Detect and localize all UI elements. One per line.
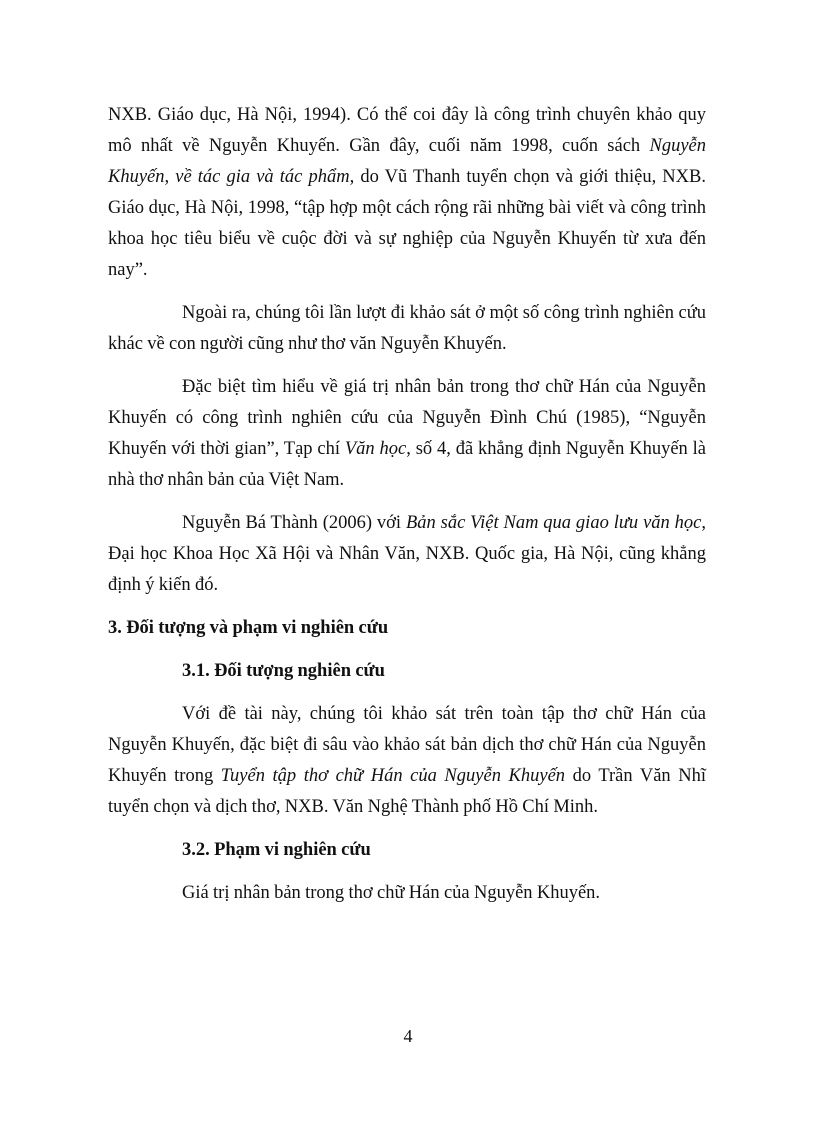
- paragraph-text: Đặc biệt tìm hiểu về giá trị nhân bản trong thơ chữ Hán của Nguyễn Khuyến có công trình nghiên cứu của Nguyễn Đình Chú (1985), “Nguyễn Khuyến với thời gian”, Tạp chí: [108, 377, 706, 459]
- paragraph-text: Nguyễn Bá Thành (2006) với: [182, 513, 406, 533]
- paragraph-text: , số 4, đã khẳng định Nguyễn Khuyến là nhà thơ nhân bản của Việt Nam.: [108, 439, 706, 490]
- paragraph-text: do Trần Văn Nhĩ tuyển chọn và dịch thơ, NXB. Văn Nghệ Thành phố Hồ Chí Minh.: [108, 766, 706, 817]
- paragraph-research-scope: [108, 878, 706, 909]
- book-title: Bản sắc Việt Nam qua giao lưu văn học: [405, 513, 702, 533]
- paragraph-text: , do Vũ Thanh tuyển chọn và giới thiệu, NXB. Giáo dục, Hà Nội, 1998, “tập hợp một cách rộng rãi những bài viết và công trình khoa học tiêu biểu về cuộc đời và sự nghiệp của Nguyễn Khuyến từ xưa đến nay”.: [108, 167, 706, 280]
- journal-title: Văn học: [344, 439, 407, 459]
- subsection-heading-3-1: 3.1. Đối tượng nghiên cứu: [182, 661, 385, 681]
- paragraph-text: Ngoài ra, chúng tôi lần lượt đi khảo sát ở một số công trình nghiên cứu khác về con người cũng như thơ văn Nguyễn Khuyến.: [108, 303, 706, 354]
- paragraph-text: Với đề tài này, chúng tôi khảo sát trên toàn tập thơ chữ Hán của Nguyễn Khuyến, đặc biệt đi sâu vào khảo sát bản dịch thơ chữ Hán của Nguyễn Khuyến trong: [108, 704, 706, 786]
- paragraph-references-continued: [108, 100, 706, 286]
- paragraph-text: NXB. Giáo dục, Hà Nội, 1994). Có thể coi đây là công trình chuyên khảo quy mô nhất về Nguyễn Khuyến. Gần đây, cuối năm 1998, cuốn sách: [108, 105, 706, 156]
- book-title: Nguyễn Khuyến, về tác gia và tác phẩm: [108, 136, 706, 187]
- book-title: Tuyển tập thơ chữ Hán của Nguyễn Khuyến: [220, 766, 566, 786]
- section-heading-3: 3. Đối tượng và phạm vi nghiên cứu: [108, 618, 389, 638]
- page-number: 4: [403, 1026, 413, 1046]
- paragraph-text: Giá trị nhân bản trong thơ chữ Hán của Nguyễn Khuyến.: [182, 883, 601, 903]
- subsection-heading-3-2: 3.2. Phạm vi nghiên cứu: [182, 840, 371, 860]
- paragraph-other-studies: [108, 298, 706, 360]
- paragraph-text: , Đại học Khoa Học Xã Hội và Nhân Văn, NXB. Quốc gia, Hà Nội, cũng khẳng định ý kiến đó.: [108, 513, 706, 595]
- paragraph-humanist-value: [108, 372, 706, 496]
- paragraph-research-object: [108, 699, 706, 823]
- paragraph-nguyen-ba-thanh: [108, 508, 706, 601]
- document-page: [108, 100, 706, 909]
